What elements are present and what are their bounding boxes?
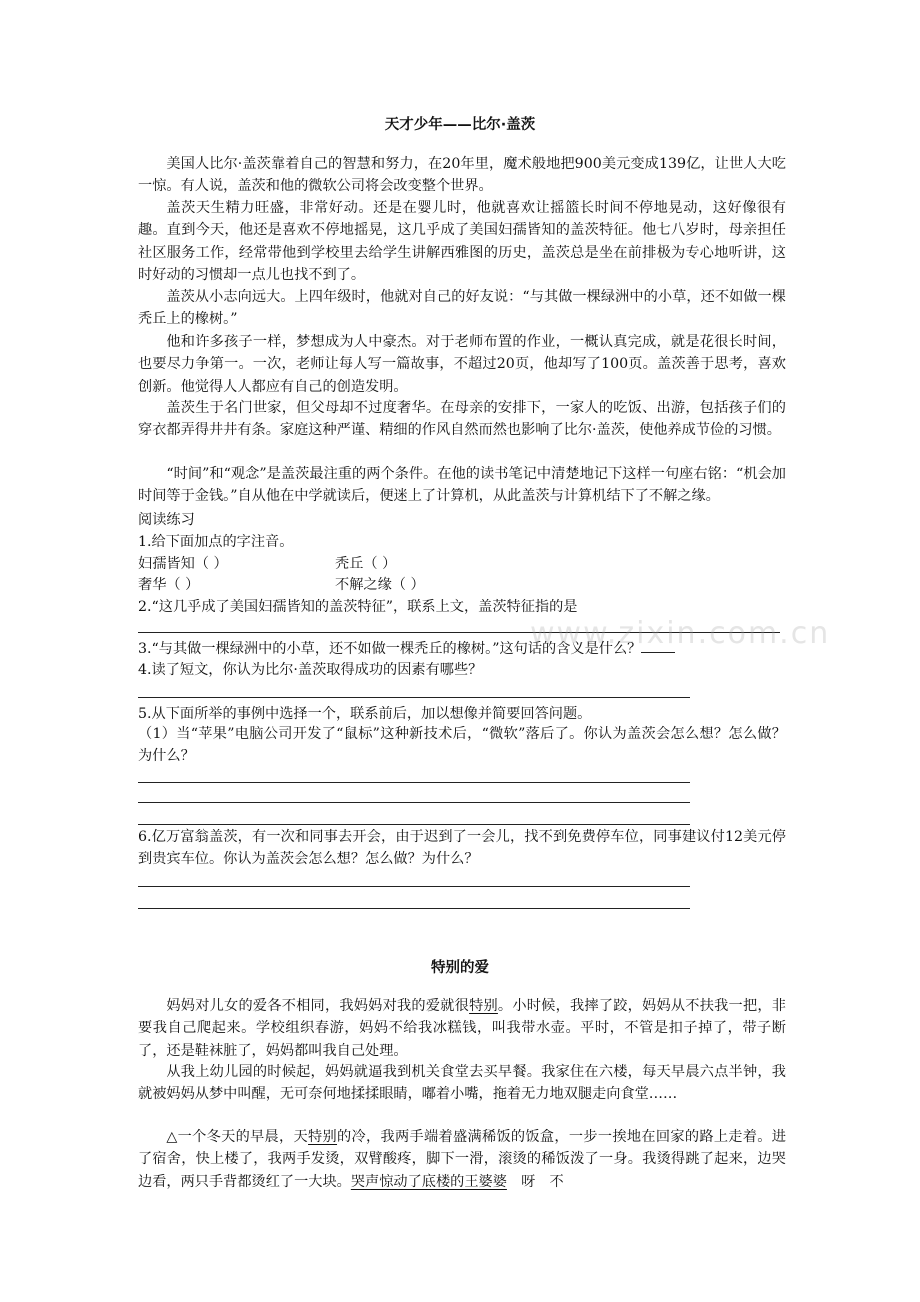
article-2-title: 特别的爱 [431, 960, 489, 976]
question-1: 1.给下面加点的字注音。 [138, 534, 294, 550]
answer-blank-q3[interactable] [641, 651, 675, 653]
article-2-paragraph-2: 从我上幼儿园的时候起，妈妈就逼我到机关食堂去买早餐。我家住在六楼，每天早晨六点半钟，我就被妈妈从梦中叫醒，无可奈何地揉揉眼睛，嘟着小嘴，拖着无力地双腿走向食堂…… [138, 1064, 786, 1103]
answer-line-q6-a[interactable] [138, 886, 690, 887]
question-2: 2.“这几乎成了美国妇孺皆知的盖茨特征”，联系上文，盖茨特征指的是 [138, 599, 578, 615]
pinyin-item-2: 秃丘（ ） [335, 556, 397, 572]
paragraph-2: 盖茨天生精力旺盛，非常好动。还是在婴儿时，他就喜欢让摇篮长时间不停地晃动，这好像很有趣。直到今天，他还是喜欢不停地摇晃，这几乎成了美国妇孺皆知的盖茨特征。他七八岁时，母亲担任社区服务工作，经常带他到学校里去给学生讲解西雅图的历史，盖茨总是坐在前排极为专心地听讲，这时好动的习惯却一点儿也找不到了。 [138, 200, 786, 284]
answer-line-q5-a[interactable] [138, 782, 690, 783]
question-5: 5.从下面所举的事例中选择一个，联系前后，加以想像并简要回答问题。 [138, 706, 592, 722]
watermark: www.zixin.com.cn [530, 616, 831, 651]
question-3: 3.“与其做一棵绿洲中的小草，还不如做一棵秃丘的橡树。”这句话的含义是什么？ [138, 638, 675, 660]
paragraph-5: 盖茨生于名门世家，但父母却不过度奢华。在母亲的安排下，一家人的吃饭、出游，包括孩子们的穿衣都弄得井井有条。家庭这种严谨、精细的作风自然而然也影响了比尔·盖茨，使他养成节俭的习惯。 [138, 400, 786, 439]
pinyin-item-3: 奢华（ ） [138, 577, 200, 593]
answer-line-q5-c[interactable] [138, 824, 690, 825]
pinyin-item-4: 不解之缘（ ） [335, 577, 425, 593]
article-2-paragraph-3: △一个冬天的早晨，天特别的冷，我两手端着盛满稀饭的饭盒，一步一挨地在回家的路上走着。进了宿舍，快上楼了，我两手发烫，双臂酸疼，脚下一滑，滚烫的稀饭泼了一身。我烫得跳了起来，边哭边看，两只手背都烫红了一大块。哭声惊动了底楼的王婆婆 呀 不 [138, 1129, 786, 1190]
article-title: 天才少年——比尔·盖茨 [384, 117, 536, 133]
question-4: 4.读了短文，你认为比尔·盖茨取得成功的因素有哪些？ [138, 662, 483, 678]
pinyin-item-1: 妇孺皆知（ ） [138, 556, 228, 572]
paragraph-3: 盖茨从小志向远大。上四年级时，他就对自己的好友说：“与其做一棵绿洲中的小草，还不如做一棵秃丘上的橡树。” [138, 289, 786, 328]
paragraph-6: “时间”和“观念”是盖茨最注重的两个条件。在他的读书笔记中清楚地记下这样一句座右铭：“机会加时间等于金钱。”自从他在中学就读后，便迷上了计算机，从此盖茨与计算机结下了不解之缘。 [138, 466, 786, 505]
paragraph-1: 美国人比尔·盖茨靠着自己的智慧和努力，在20年里，魔术般地把900美元变成139亿，让世人大吃一惊。有人说，盖茨和他的微软公司将会改变整个世界。 [138, 156, 786, 195]
exercise-heading: 阅读练习 [138, 512, 195, 528]
article-2-paragraph-1: 妈妈对儿女的爱各不相同，我妈妈对我的爱就很特别。小时候，我摔了跤，妈妈从不扶我一把，非要我自己爬起来。学校组织春游，妈妈不给我冰糕钱，叫我带水壶。平时，不管是扣子掉了，带子断了，还是鞋袜脏了，妈妈都叫我自己处理。 [138, 998, 786, 1059]
question-5-1: （1）当“苹果”电脑公司开发了“鼠标”这种新技术后，“微软”落后了。你认为盖茨会怎么想？怎么做？为什么？ [138, 726, 786, 765]
answer-line-q6-b[interactable] [138, 908, 690, 909]
paragraph-4: 他和许多孩子一样，梦想成为人中豪杰。对于老师布置的作业，一概认真完成，就是花很长时间，也要尽力争第一。一次，老师让每人写一篇故事，不超过20页，他却写了100页。盖茨善于思考，喜欢创新。他觉得人人都应有自己的创造发明。 [138, 334, 786, 395]
answer-line-q4[interactable] [138, 697, 690, 698]
answer-line-q5-b[interactable] [138, 802, 690, 803]
question-6: 6.亿万富翁盖茨，有一次和同事去开会，由于迟到了一会儿，找不到免费停车位，同事建议付12美元停到贵宾车位。你认为盖茨会怎么想？怎么做？为什么？ [138, 829, 786, 868]
